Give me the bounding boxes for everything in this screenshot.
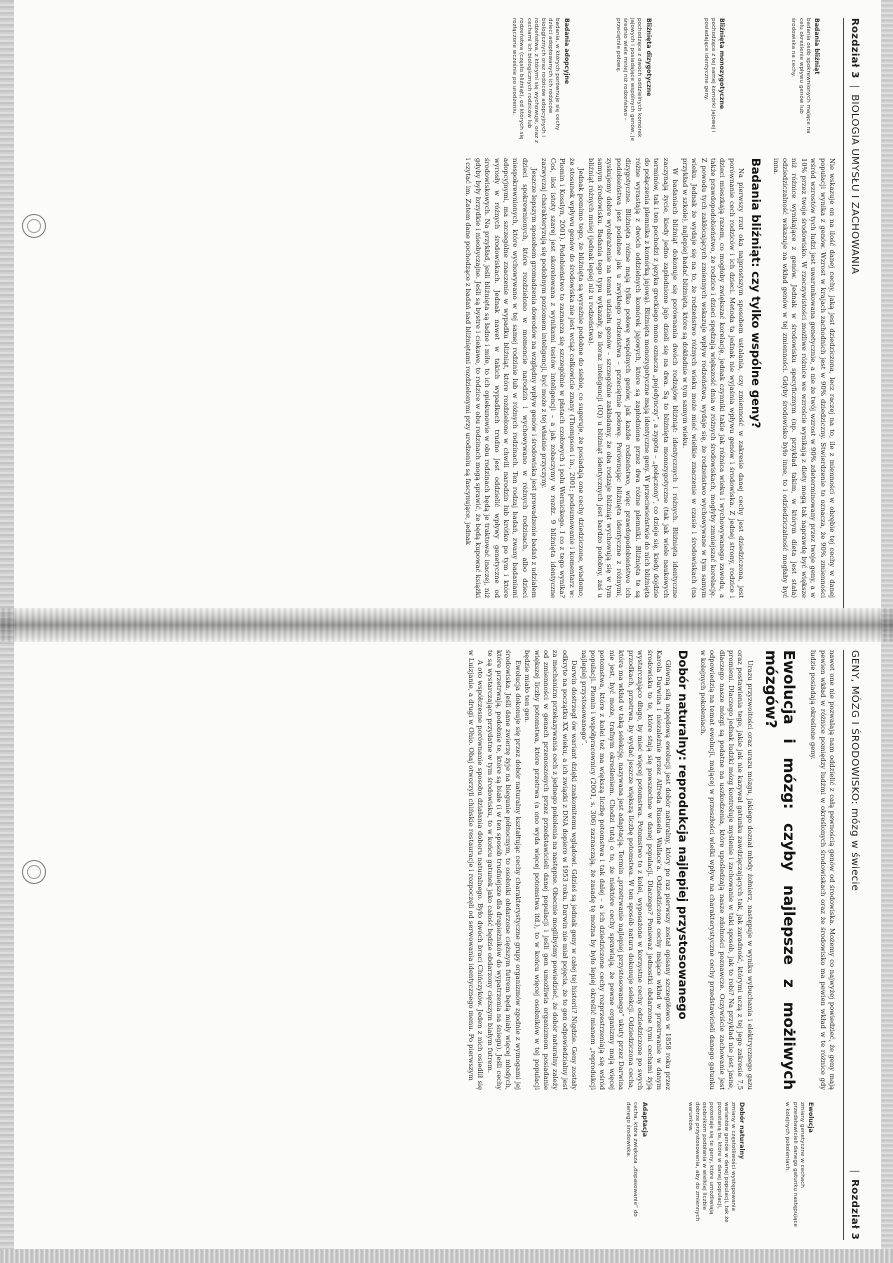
paragraph: Główną siłą napędową ewolucji jest dobór naturalny, który po raz pierwszy został opisany szczegółowo w 1858 roku przez Karola Darwina i niezależnie przez Alfreda Russela Wallace’a. Odziedziczone cechy mające wkład w przetrwanie w danym środowisku to te, które stają się powszechne w danej populacji. Dlaczego? Ponieważ jednostki obdarzone tymi cechami żyją wystarczająco długo, by mieć więcej potomstwa. Potomstwo to z kolei, wyposażone w korzystne cechy odziedziczone po swych przodkach, przetrwa, by wydać jeszcze większą liczbę potomstwa. W ten sposób natura dokonuje selekcji. Odziedziczona cecha, która ma wkład w taką selekcję, nazywana jest adaptacją. Termin „przetrwanie najlepiej przystosowanego” ukuty przez Darwina nie jest, być może, trafnym określeniem. Chodzi tutaj o to, że niektóre cechy sprawiają, że pewne organizmy mają więcej potomstwa, które z kolei też ma większą liczbę potomstwa i tak dalej – a ich dziedziczone cechy rozprzestrzeniają się wśród populacji. Plomin i współpracownicy (2001, s. 306) zaznaczają, że zasadę tę można by było lepiej określić mianem „reprodukcji najlepiej przystosowanego”. [579,650,673,1090]
paragraph: Jeszcze lepszym sposobem gromadzenia dowodów na względny wpływ genów i środowiska jest prowadzenie badań z udziałem dzieci spokrewnionych, które rozdzielono w momencie narodzin i wychowywano w różnych rodzinach, albo dzieci niespokrewnionych, które wychowywano w tej samej rodzinie lub w różnych rodzinach. Ten rodzaj badań, zwany badaniami adopcyjnymi, ma szczególne znaczenie w wypadku bliźniąt, które rozdzielono w chwili narodzin lub krótko po tym i które wyrosły w różnych środowiskach. Jednak nawet w takich wypadkach trudno jest oddzielić wpływy genetyczne od środowiskowych. Na przykład, jeśli bliźnięta są ładne i miłe, to ich opiekunowie w obu rodzinach będą je traktować inaczej, niż gdyby były brzydkie i nieobyczajne. Jeśli są bystre i ciekawe, to rodzice w obu rodzinach mogą sprawić, że będą kupować książki i czytać im. Zatem dane pochodzące z badań nad bliźniętami rozdzielonymi przy urodzeniu są fascynujące, jednak [464,158,539,598]
paragraph: A oto współczesne porównanie sposobu działania doboru naturalnego. Było dwóch braci Chińczyków. Jeden z nich osiedlił się w Luizjanie, a drugi w Ohio. Obaj otworzyli chińskie restauracje i rozpoczęli od serwowania identycznego menu. Po pierwszym [466,650,485,1090]
glossary-term: Badania bliźniąt [813,18,820,75]
section-heading: Ewolucja i mózg: czyby najlepsze z możliwych mózgów? [761,650,798,1090]
glossary-term: Ewolucja [807,1102,814,1133]
glossary-term: Dobór naturalny [738,1102,746,1160]
intro-paragraph: Nie wskazuje on na ilość danej cechy, jaką jest dziedziczona, lecz raczej na to, ile z mienności w obrębie tej cechy w danej populacji wynika z genów. Wzrost w krajach zachodnich jest w 90% dziedziczny. Stwierdzenie to oznacza, że 90% zmienności wśród wzrostów tych ludzi jest uwarunkowana genetycznie, a nie że twój wzrost w 90% zdeterminowany przez twoje geny, a w 10% przez twoje środowisko. W rzeczywistości możliwe różnice we wzroście wynikają z diety mogą tak naprawdę być większe niż różnice wynikające z genów. Jednak w środowisku specyficznym (np. przykład takim, w którym dieta jest stała) odziedziczalność wskazuje na wkład genów w tej zmienności. Gdyby środowisko było inne, to i odziedziczalność mogłaby być inna. [771,158,836,598]
paragraph: W badaniach bliźniąt dokonuje się porównania dwóch rodzajów bliźniąt: identycznych i różnych. Bliźnięta identyczne zaczynają życie, kiedy jedno zapłodnione jajo dzieli się na dwa. Są to bliźnięta monozygotyczne (tak jak wiele naukowych terminów, tak i ten pochodzi z języka greckiego mono oznacza „pojedynczy”, a zygota – „połączony”, co dzieje się, kiedy dojdzie do połączenia plemnika z komórką jajową). Bliźnięta monozygotyczne mają identyczne geny. W przeciwieństwie do nich bliźnięta różne wyrastają z dwóch oddzielnych komórek jajowych, które są zapłodnione przez dwa różne plemniki. Bliźnięta te są dizygotyczne. Bliźnięta różne mają tylko połowę wspólnych genów, jak każde rodzeństwo, więc prawdopodobieństwo ich podobieństwa jest podobne jak u zwykłego rodzeństwa – przeciętnie połowę. Porównując bliźnięta identyczne z różnymi, zyskujemy dobre wyobrażenie na temat udziału genów – szczególnie zakładamy, że oba rodzaje bliźniąt wychowują się w tym samym środowisku. Badania tego typu wykazały, że iloraz inteligencji (IQ) u bliźniąt identycznych jest bardzo podobny, zaś u bliźniąt różnych mniej (jednak lepiej niż u rodzeństwa). [586,158,680,598]
sidebar-glossary [612,1102,826,1230]
glossary-definition: pochodzące z dwóch oddzielnych komórek jajowych i posiadające wspólnych genów, je średnio wiele mniej niż rodzeństwo – przeciętnie połowę. [614,18,643,142]
body-text [463,158,836,598]
glossary-term: Badania adopcyjne [562,18,570,85]
book-gutter [0,608,893,642]
glossary-term: Adaptacja [640,1102,648,1137]
scanner-edge-bottom [0,1249,893,1263]
paragraph: Darwin dostrzegł ów wariant dzięki znakomitemu wglądowi. Gdzieś są jednak geny w całej tej historii? Nigdzie. Geny zostały odkryte na początku XX wieku, a ich związki z DNA dopiero w 1953 roku. Darwin nie miał pojęcia, że to gen odpowiedzialny jest za mechanizm przekazywania cech z jednego pokolenia na następne. Obecnie moglibyśmy powiedzieć, że dobór naturalny zależy od zmienności w genach przenoszonych przez przedstawicieli danej populacji i jeśli gen umożliwia organizmom posiadanie większej liczby potomstwa, które przetrwa (a ono wyda więcej potomstwa itd.), to w końcu więcej osobników w tej populacji będzie miało ten gen. [523,650,579,1090]
subsection-heading: Dobór naturalny: reprodukcja najlepiej przystosowanego [676,650,691,1020]
glossary-definition: badania, w których porównuje się cechy dzieci adoptowanych ich rodziców biologicznych oraz rodziców adopcyjnych i rodzeństwa, z którymi się wychowuje, oraz z cechami ich biologicznych rodziców lub rodzeństwa (często bliźniąt), od których się rozłączone wcześnie po urodzeniu. [511,18,561,143]
glossary-definition: zmiany genetyczne w cechach przedstawicieli danego gatunku następujące w kolejnych pokoleniach. [784,1102,805,1227]
body-text [465,650,836,1090]
glossary-definition: pochodzące z tej samej komórki jajowej i posiadające identyczne geny. [702,18,716,133]
intro-paragraph: nawet one nie pozwalają nam oddzielić z całą pewnością genów od środowiska. Możemy co najwyżej powiedzieć, że geny mają pewien wkład w różnice pomiędzy ludźmi w określonych środowiskach oraz że środowisko ma pewien wkład w te różnice gdy ludzie posiadają określone geny. [809,650,836,1090]
page-left [26,18,866,608]
separator: | [849,84,861,89]
chapter-label-group [850,1164,861,1240]
paragraph: Na pierwszy rzut oka najprostszym sposobem ustalania, czy zmienność w zakresie danej cechy jest dziedziczona, jest porównanie cech rodziców i ich dzieci. Metoda ta jednak nie wyjaśnia wpływu genów i środowiska. Z jednej strony, rodzice i dzieci mieszkają razem, co mogłoby zwiększać korelację, jednak czynniki takie jak różnica wieku i wychowywanego zawodu, a także prawdopodobieństwo, że rodzice i dzieci spędzają większość dnia w różnych środowiskach, mogłyby zmniejszać korelację. Z powodu tych zakłócających zmiennych wskazuje wpływ rodzeństwa, wydaje się, że rodzeństwo wychowywane w tym samym wieku. Jednak że wydaje się na to, że rodzeństwo różnych wieku może mieć wielkie znaczenie w czasie i środowiskach (na przykład w szkole), najlepiej badać bliźnięta, które są dokładnie w tym samym wieku. [680,158,746,598]
chapter-title: BIOLOGIA UMYSŁU I ZACHOWANIA [849,94,861,275]
glossary-definition: zmiany w częstotliwości występowania wariantów genów w danej populacji, tak że pozostaną te, które w danej populacji, pozostaje się te geny, które umożliwiają osobnikom podołania w wielkiej liczbie dobrze przystosowania, aby do zmiennych warunków. [686,1102,736,1223]
running-head [843,18,866,608]
paragraph: Urazu przyzwoitości oraz urazu mózgu, jakiego doznał młody żołnierz, następuje w wyniku wybuchania i elektrycznego gazu oraz postawienia tego, jakie jak nie kazywał gatunku zawdzięczających tak, jak zaradność, którymi uczą z tej jego zakresie 7,5 promieni. Dlaczego jednak ludzki mózg kontroluje myślenie i zachowanie w taki sposób, jak to robi? Na przykład nie jest jasne, dlaczego nasze mózgi są podatne na uszkodzenia, które upośledzają nasze zdolności poznawcze. Oczywiście zachowanie jest odpowiedzią na temat ewolucji, mającej w przeszłości wielki wpływ na charakterystyczne cechy przedstawicieli danego gatunku w kolejnych pokoleniach. [698,650,754,1090]
chapter-label: Rozdział 3 [849,1179,861,1240]
page-footer-mark-icon [22,860,46,884]
running-head [843,650,866,1240]
glossary-definition: badania osób spokrewnionych mające na celu określenie wpływu genów lub środowiska na cechy. [790,18,811,134]
section-heading: Badania bliźniąt: czy tylko wspólne geny? [749,158,764,429]
chapter-title: GENY, MÓZG I ŚRODOWISKO: mózg w świecie [849,650,861,892]
page-footer-mark-icon [22,214,46,238]
separator: | [849,1169,861,1174]
paragraph: Ewolucja dokonuje się przez dobór naturalny kształtując cechy charakterystyczne grupy organizmów zgodnie z wymogami jej środowiska. Jeśli dane zwierzę żyje na biegunie północnym, to osobniki obdarzone cięższym futrem będą miały więcej młodych, które przetrwają, podobnie te, które są białe (i w ten sposób trudniejsze dla drapieżników do wypatrzenia na śniegu). Jeśli cechy te są wystarczająco przydatne w tym środowisku, to w końcu gatunek jako całość będzie obdarzony cięższym białym futrem. [485,650,522,1090]
glossary-term: Bliźnięta dizygotyczne [644,18,652,97]
sidebar-glossary [498,18,832,146]
glossary-definition: cecha, która zwiększa „dopasowanie” do danego środowiska. [625,1102,639,1217]
glossary-term: Bliźnięta monozygotyczne [718,18,726,110]
paragraph: Jednak pomimo tego, że bliźnięta są wyraźnie podobne do siebie, co sugeruje, że posiadają one cechy dziedziczone, wiadomo, że stosunek wpływu genów do środowiska nie jest wciąż całkowicie znany (Thompson i in., 2001; podsumowanie i komentarz w: Plomin i Kosslyn, 2001). Podobieństwo to zaznacza się szczególnie w płatach czołowych i polu Wernickego. I co z tego wynika? Coś, iloś istoty szarej jest skorelowana z wynikami testów inteligencji – a jak zobaczymy w rozdz. 9 bliźnięta identyczne zazwyczaj charakteryzują się podobnym poziomem inteligencji, być może z tej właśnie przyczyny. [539,158,586,598]
chapter-label: Rozdział 3 [849,18,861,79]
page-right [26,650,866,1240]
